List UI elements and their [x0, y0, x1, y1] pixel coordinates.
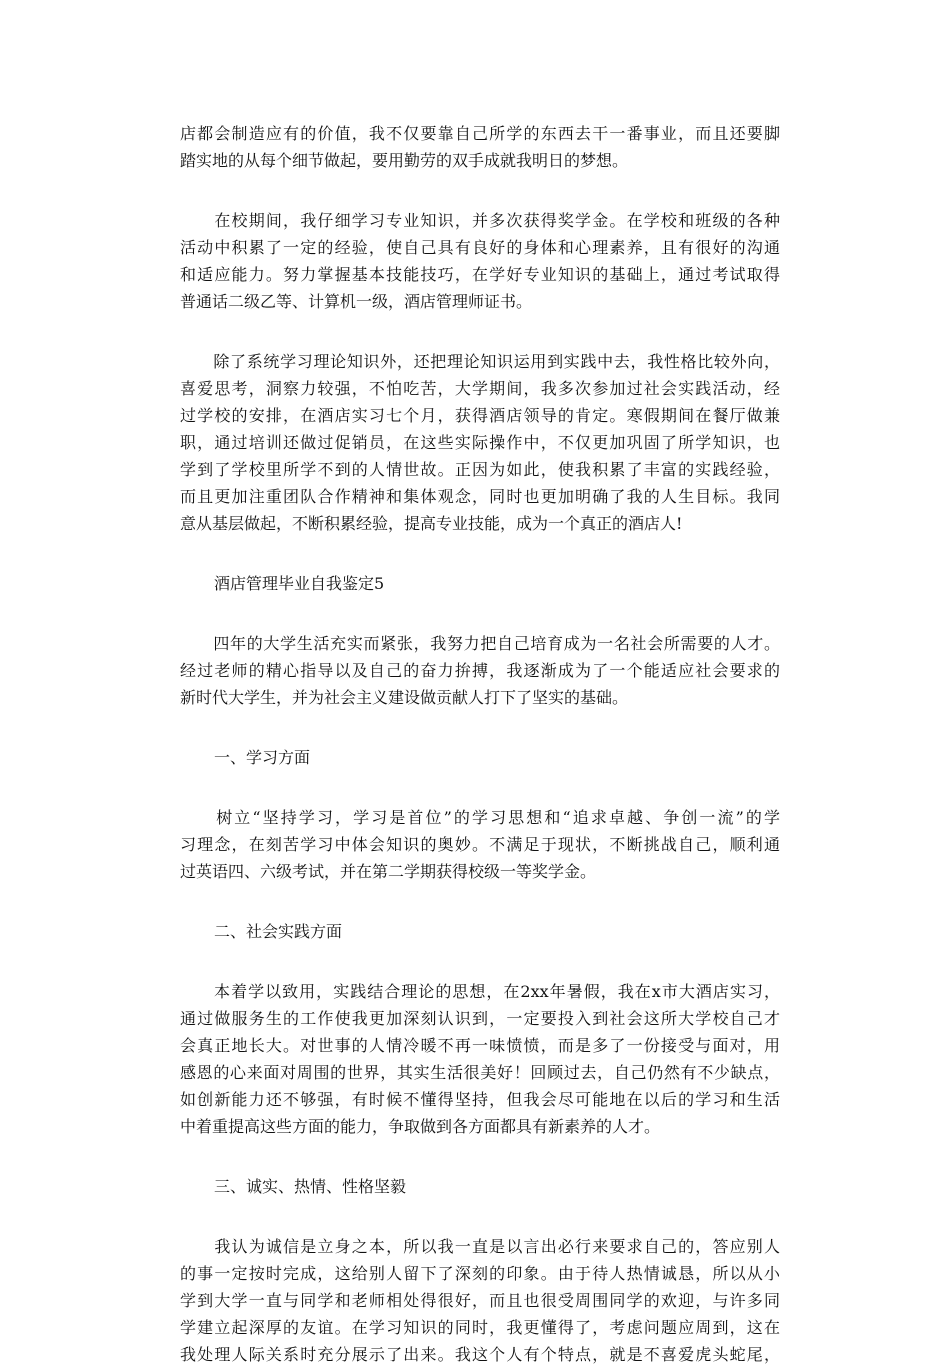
- section-title: [180, 570, 780, 597]
- document-page: [180, 120, 780, 1368]
- subheading-text: 一、学习方面: [214, 748, 311, 767]
- paragraph-intro-ending: [180, 120, 780, 174]
- paragraph-character: [180, 1233, 780, 1368]
- text-line: 感恩的心来面对周围的世界，其实生活很美好！回顾过去，自己仍然有不少缺点，: [180, 1063, 780, 1082]
- paragraph-practice: [180, 348, 780, 537]
- text-line: 新时代大学生，并为社会主义建设做贡献人打下了坚实的基础。: [180, 688, 629, 707]
- paragraph-four-years: [180, 630, 780, 711]
- paragraph-school-period: [180, 207, 780, 315]
- text-line: 学建立起深厚的友谊。在学习知识的同时，我更懂得了，考虑问题应周到，这在: [180, 1318, 780, 1337]
- text-line: 如创新能力还不够强，有时候不懂得坚持，但我会尽可能地在以后的学习和生活: [180, 1090, 780, 1109]
- text-line: 除了系统学习理论知识外，还把理论知识运用到实践中去，我性格比较外向，: [180, 352, 780, 371]
- text-line: 职，通过培训还做过促销员，在这些实际操作中，不仅更加巩固了所学知识，也: [180, 433, 780, 452]
- text-line: 学到了学校里所学不到的人情世故。正因为如此，使我积累了丰富的实践经验，: [180, 460, 780, 479]
- text-line: 经过老师的精心指导以及自己的奋力拚搏，我逐渐成为了一个能适应社会要求的: [180, 661, 780, 680]
- text-line: 树立“坚持学习，学习是首位”的学习思想和“追求卓越、争创一流”的学: [180, 808, 780, 827]
- text-line: 会真正地长大。对世事的人情冷暖不再一味愤愤，而是多了一份接受与面对，用: [180, 1036, 780, 1055]
- section-title-text: 酒店管理毕业自我鉴定5: [214, 574, 385, 593]
- subheading-text: 二、社会实践方面: [214, 922, 343, 941]
- text-line: 过英语四、六级考试，并在第二学期获得校级一等奖学金。: [180, 862, 597, 881]
- subheading-social-practice: [180, 918, 780, 945]
- text-line: 在校期间，我仔细学习专业知识，并多次获得奖学金。在学校和班级的各种: [180, 211, 780, 230]
- text-line: 过学校的安排，在酒店实习七个月，获得酒店领导的肯定。寒假期间在餐厅做兼: [180, 406, 780, 425]
- text-line: 我处理人际关系时充分展示了出来。我这个人有个特点，就是不喜爱虎头蛇尾，: [180, 1345, 780, 1364]
- text-line: 而且更加注重团队合作精神和集体观念，同时也更加明确了我的人生目标。我同: [180, 487, 780, 506]
- text-line: 普通话二级乙等、计算机一级，酒店管理师证书。: [180, 292, 533, 311]
- text-line: 中着重提高这些方面的能力，争取做到各方面都具有新素养的人才。: [180, 1117, 661, 1136]
- paragraph-social-practice: [180, 978, 780, 1140]
- subheading-study: [180, 744, 780, 771]
- paragraph-study: [180, 804, 780, 885]
- text-line: 习理念，在刻苦学习中体会知识的奥妙。不满足于现状，不断挑战自己，顺利通: [180, 835, 780, 854]
- text-line: 踏实地的从每个细节做起，要用勤劳的双手成就我明日的梦想。: [180, 151, 629, 170]
- text-line: 的事一定按时完成，这给别人留下了深刻的印象。由于待人热情诚恳，所以从小: [180, 1264, 780, 1283]
- subheading-text: 三、诚实、热情、性格坚毅: [214, 1177, 407, 1196]
- text-line: 意从基层做起，不断积累经验，提高专业技能，成为一个真正的酒店人!: [180, 514, 683, 533]
- text-line: 通过做服务生的工作使我更加深刻认识到，一定要投入到社会这所大学校自己才: [180, 1009, 780, 1028]
- text-line: 店都会制造应有的价值，我不仅要靠自己所学的东西去干一番事业，而且还要脚: [180, 124, 780, 143]
- text-line: 和适应能力。努力掌握基本技能技巧，在学好专业知识的基础上，通过考试取得: [180, 265, 780, 284]
- text-line: 四年的大学生活充实而紧张，我努力把自己培育成为一名社会所需要的人才。: [180, 634, 780, 653]
- subheading-character: [180, 1173, 780, 1200]
- text-line: 喜爱思考，洞察力较强，不怕吃苦，大学期间，我多次参加过社会实践活动，经: [180, 379, 780, 398]
- text-line: 活动中积累了一定的经验，使自己具有良好的身体和心理素养，且有很好的沟通: [180, 238, 780, 257]
- text-line: 我认为诚信是立身之本，所以我一直是以言出必行来要求自己的，答应别人: [180, 1237, 780, 1256]
- text-line: 本着学以致用，实践结合理论的思想，在2xx年暑假，我在x市大酒店实习，: [180, 982, 780, 1001]
- text-line: 学到大学一直与同学和老师相处得很好，而且也很受周围同学的欢迎，与许多同: [180, 1291, 780, 1310]
